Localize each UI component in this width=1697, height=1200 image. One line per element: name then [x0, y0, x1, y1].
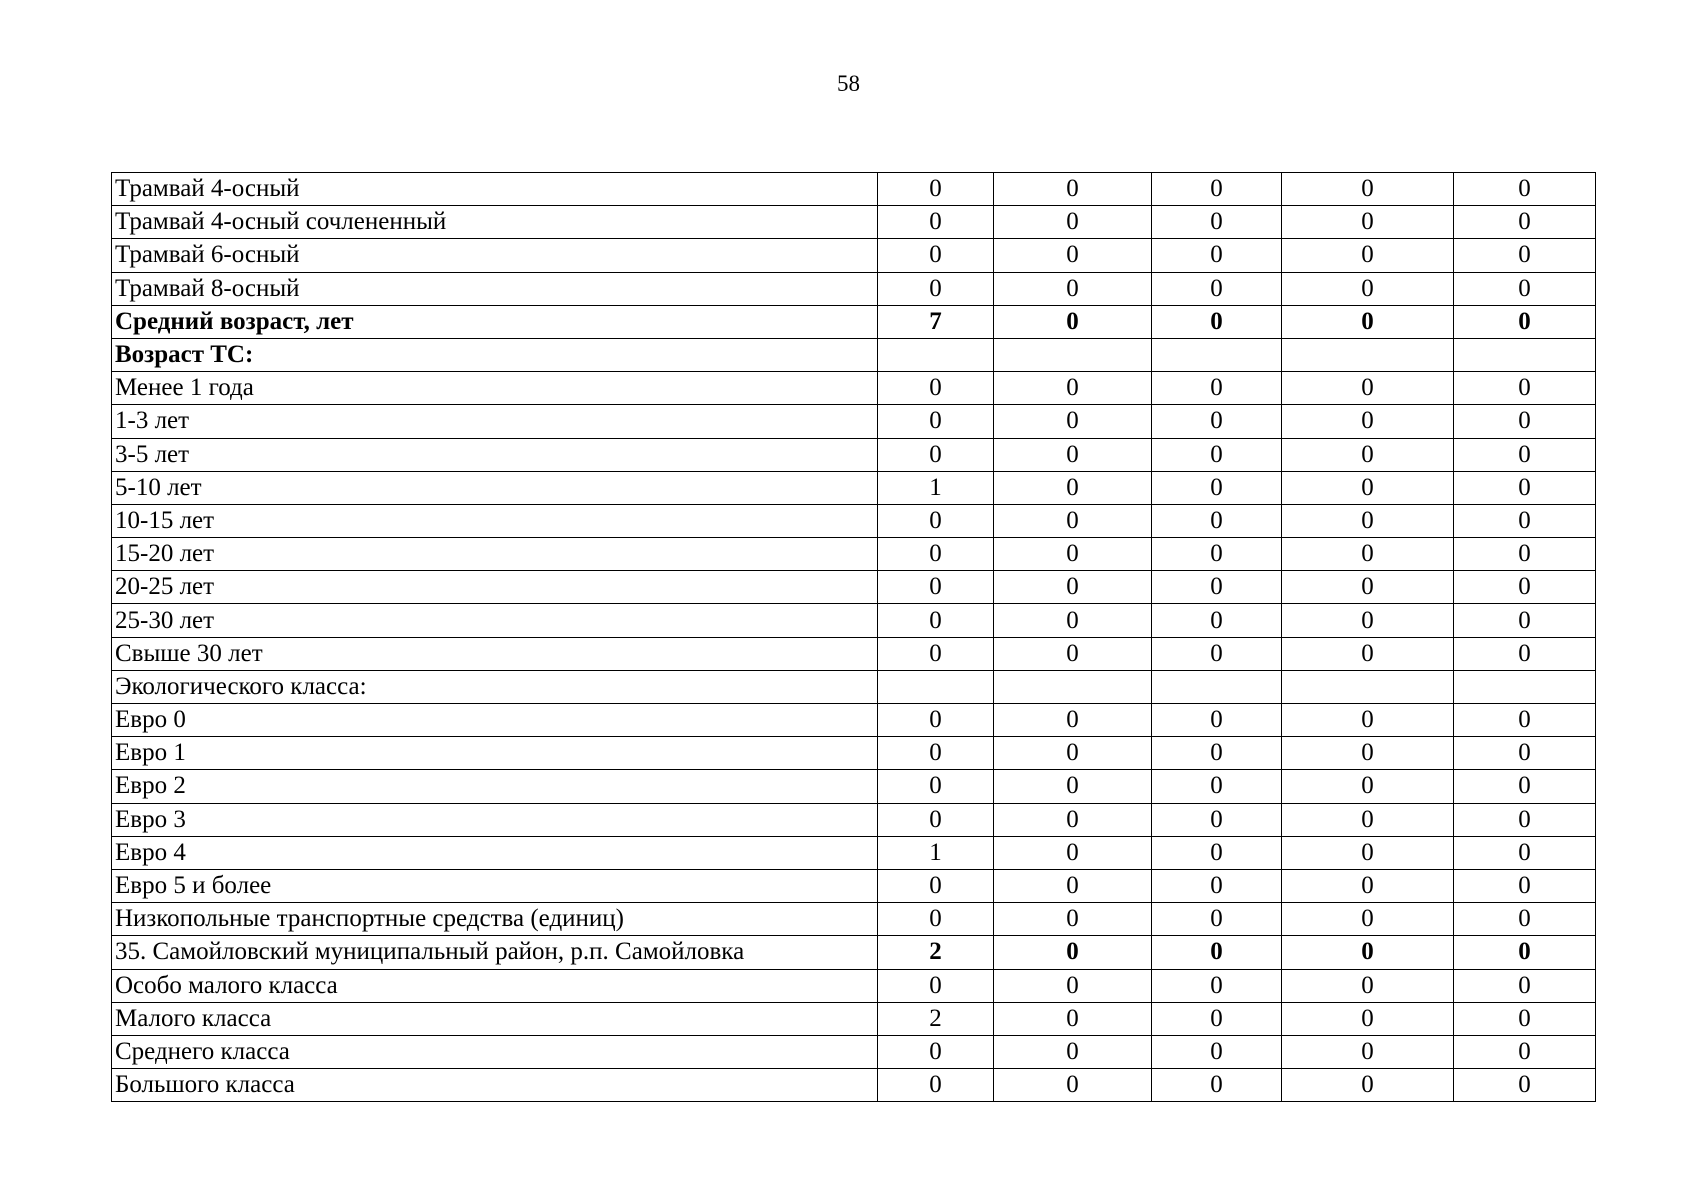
row-value-col-2: 0	[994, 471, 1152, 504]
row-label: Трамвай 4-осный сочлененный	[112, 206, 878, 239]
row-value-col-1: 0	[878, 903, 994, 936]
row-value-col-1: 0	[878, 737, 994, 770]
row-value-col-2: 0	[994, 305, 1152, 338]
row-label: Трамвай 4-осный	[112, 173, 878, 206]
table-row	[112, 1002, 1596, 1035]
row-value-col-3: 0	[1152, 305, 1282, 338]
page-number: 58	[837, 71, 860, 96]
row-label: 3-5 лет	[112, 438, 878, 471]
table-row	[112, 737, 1596, 770]
row-value-col-3: 0	[1152, 836, 1282, 869]
table-row	[112, 1035, 1596, 1068]
row-value-col-2	[994, 670, 1152, 703]
row-value-col-4	[1282, 670, 1454, 703]
row-value-col-5: 0	[1454, 604, 1596, 637]
row-value-col-3: 0	[1152, 936, 1282, 969]
row-value-col-1: 0	[878, 803, 994, 836]
row-label: Менее 1 года	[112, 372, 878, 405]
row-value-col-4: 0	[1282, 372, 1454, 405]
row-value-col-1: 2	[878, 936, 994, 969]
row-label: 5-10 лет	[112, 471, 878, 504]
row-value-col-1: 0	[878, 272, 994, 305]
row-value-col-5: 0	[1454, 471, 1596, 504]
row-label: Средний возраст, лет	[112, 305, 878, 338]
row-value-col-5: 0	[1454, 836, 1596, 869]
table-row	[112, 936, 1596, 969]
vehicle-statistics-table	[111, 172, 1596, 1102]
row-value-col-5: 0	[1454, 869, 1596, 902]
table-row	[112, 803, 1596, 836]
row-value-col-3: 0	[1152, 538, 1282, 571]
row-value-col-3: 0	[1152, 1069, 1282, 1102]
row-value-col-3: 0	[1152, 903, 1282, 936]
row-value-col-2: 0	[994, 1069, 1152, 1102]
row-value-col-5: 0	[1454, 770, 1596, 803]
row-value-col-5: 0	[1454, 239, 1596, 272]
row-value-col-3: 0	[1152, 471, 1282, 504]
table-body	[112, 173, 1596, 1102]
row-value-col-3: 0	[1152, 405, 1282, 438]
table-row	[112, 637, 1596, 670]
row-value-col-1: 1	[878, 471, 994, 504]
row-value-col-2: 0	[994, 637, 1152, 670]
row-value-col-5: 0	[1454, 1035, 1596, 1068]
row-value-col-5: 0	[1454, 272, 1596, 305]
row-value-col-2: 0	[994, 206, 1152, 239]
row-label: Евро 1	[112, 737, 878, 770]
row-value-col-3: 0	[1152, 637, 1282, 670]
table-row	[112, 1069, 1596, 1102]
table-row	[112, 504, 1596, 537]
row-value-col-3: 0	[1152, 604, 1282, 637]
table-row	[112, 903, 1596, 936]
row-value-col-4: 0	[1282, 538, 1454, 571]
row-value-col-5: 0	[1454, 438, 1596, 471]
row-value-col-5: 0	[1454, 637, 1596, 670]
row-value-col-5: 0	[1454, 405, 1596, 438]
row-value-col-5: 0	[1454, 704, 1596, 737]
row-value-col-4: 0	[1282, 803, 1454, 836]
row-value-col-1: 0	[878, 173, 994, 206]
row-value-col-5: 0	[1454, 936, 1596, 969]
row-label: Малого класса	[112, 1002, 878, 1035]
row-value-col-5: 0	[1454, 969, 1596, 1002]
table-row	[112, 670, 1596, 703]
row-value-col-4: 0	[1282, 1002, 1454, 1035]
row-value-col-4: 0	[1282, 869, 1454, 902]
row-value-col-1: 0	[878, 604, 994, 637]
row-value-col-2: 0	[994, 704, 1152, 737]
table-row	[112, 969, 1596, 1002]
table-row	[112, 438, 1596, 471]
row-value-col-4: 0	[1282, 903, 1454, 936]
row-label: Евро 4	[112, 836, 878, 869]
row-value-col-4: 0	[1282, 571, 1454, 604]
table-row	[112, 239, 1596, 272]
row-label: Низкопольные транспортные средства (единиц)	[112, 903, 878, 936]
row-value-col-4: 0	[1282, 173, 1454, 206]
row-value-col-1: 0	[878, 969, 994, 1002]
row-value-col-4: 0	[1282, 737, 1454, 770]
row-label: Евро 2	[112, 770, 878, 803]
row-value-col-1: 0	[878, 438, 994, 471]
row-value-col-3: 0	[1152, 504, 1282, 537]
row-value-col-2: 0	[994, 239, 1152, 272]
table-row	[112, 571, 1596, 604]
row-value-col-4: 0	[1282, 704, 1454, 737]
row-value-col-3: 0	[1152, 438, 1282, 471]
row-value-col-3: 0	[1152, 803, 1282, 836]
row-value-col-5: 0	[1454, 903, 1596, 936]
row-value-col-1: 0	[878, 869, 994, 902]
row-value-col-1: 0	[878, 372, 994, 405]
row-value-col-3: 0	[1152, 571, 1282, 604]
row-value-col-2: 0	[994, 504, 1152, 537]
table-row	[112, 338, 1596, 371]
row-value-col-5: 0	[1454, 571, 1596, 604]
row-value-col-5: 0	[1454, 1002, 1596, 1035]
row-label: Евро 5 и более	[112, 869, 878, 902]
table-row	[112, 173, 1596, 206]
table-row	[112, 704, 1596, 737]
row-value-col-5	[1454, 338, 1596, 371]
row-value-col-1: 0	[878, 637, 994, 670]
row-value-col-4: 0	[1282, 471, 1454, 504]
row-value-col-5: 0	[1454, 173, 1596, 206]
row-label: 25-30 лет	[112, 604, 878, 637]
row-label: Особо малого класса	[112, 969, 878, 1002]
row-value-col-2: 0	[994, 604, 1152, 637]
row-value-col-3: 0	[1152, 737, 1282, 770]
row-value-col-3: 0	[1152, 206, 1282, 239]
row-value-col-2: 0	[994, 272, 1152, 305]
row-value-col-3: 0	[1152, 770, 1282, 803]
row-value-col-1	[878, 338, 994, 371]
row-value-col-5	[1454, 670, 1596, 703]
table-row	[112, 206, 1596, 239]
row-value-col-5: 0	[1454, 803, 1596, 836]
row-value-col-1	[878, 670, 994, 703]
row-value-col-5: 0	[1454, 504, 1596, 537]
row-value-col-2: 0	[994, 1035, 1152, 1068]
row-value-col-4: 0	[1282, 1035, 1454, 1068]
table-row	[112, 272, 1596, 305]
table-row	[112, 305, 1596, 338]
row-value-col-2: 0	[994, 869, 1152, 902]
row-value-col-1: 0	[878, 239, 994, 272]
table-row	[112, 604, 1596, 637]
row-value-col-2: 0	[994, 969, 1152, 1002]
row-label: Трамвай 6-осный	[112, 239, 878, 272]
row-label: Евро 0	[112, 704, 878, 737]
table-row	[112, 869, 1596, 902]
row-value-col-4: 0	[1282, 637, 1454, 670]
row-value-col-1: 2	[878, 1002, 994, 1035]
row-value-col-5: 0	[1454, 206, 1596, 239]
table-row	[112, 538, 1596, 571]
row-value-col-1: 7	[878, 305, 994, 338]
row-value-col-5: 0	[1454, 538, 1596, 571]
row-value-col-3: 0	[1152, 969, 1282, 1002]
row-value-col-4: 0	[1282, 438, 1454, 471]
row-value-col-1: 0	[878, 538, 994, 571]
row-value-col-4: 0	[1282, 1069, 1454, 1102]
row-value-col-4: 0	[1282, 936, 1454, 969]
row-label: 1-3 лет	[112, 405, 878, 438]
row-value-col-1: 0	[878, 1069, 994, 1102]
row-value-col-4: 0	[1282, 206, 1454, 239]
row-value-col-2: 0	[994, 405, 1152, 438]
row-value-col-4: 0	[1282, 504, 1454, 537]
row-label: Экологического класса:	[112, 670, 878, 703]
row-label: 35. Самойловский муниципальный район, р.п. Самойловка	[112, 936, 878, 969]
row-value-col-4: 0	[1282, 305, 1454, 338]
row-value-col-3: 0	[1152, 1035, 1282, 1068]
table-row	[112, 372, 1596, 405]
row-value-col-3	[1152, 670, 1282, 703]
row-label: Среднего класса	[112, 1035, 878, 1068]
table-row	[112, 770, 1596, 803]
row-value-col-1: 0	[878, 704, 994, 737]
row-value-col-1: 0	[878, 770, 994, 803]
row-value-col-4: 0	[1282, 604, 1454, 637]
row-value-col-2	[994, 338, 1152, 371]
row-value-col-2: 0	[994, 173, 1152, 206]
table-row	[112, 471, 1596, 504]
row-value-col-2: 0	[994, 936, 1152, 969]
row-label: 20-25 лет	[112, 571, 878, 604]
row-value-col-5: 0	[1454, 737, 1596, 770]
row-value-col-1: 1	[878, 836, 994, 869]
row-value-col-3: 0	[1152, 239, 1282, 272]
row-value-col-3: 0	[1152, 869, 1282, 902]
row-value-col-2: 0	[994, 571, 1152, 604]
row-value-col-2: 0	[994, 737, 1152, 770]
row-value-col-3: 0	[1152, 372, 1282, 405]
row-value-col-2: 0	[994, 1002, 1152, 1035]
row-value-col-3: 0	[1152, 173, 1282, 206]
row-value-col-2: 0	[994, 372, 1152, 405]
row-value-col-4: 0	[1282, 969, 1454, 1002]
row-value-col-2: 0	[994, 903, 1152, 936]
row-label: Возраст ТС:	[112, 338, 878, 371]
row-value-col-2: 0	[994, 438, 1152, 471]
row-value-col-3	[1152, 338, 1282, 371]
row-label: 15-20 лет	[112, 538, 878, 571]
row-value-col-4: 0	[1282, 272, 1454, 305]
row-value-col-1: 0	[878, 405, 994, 438]
row-value-col-5: 0	[1454, 305, 1596, 338]
row-label: Трамвай 8-осный	[112, 272, 878, 305]
row-value-col-3: 0	[1152, 272, 1282, 305]
row-value-col-3: 0	[1152, 1002, 1282, 1035]
row-value-col-5: 0	[1454, 1069, 1596, 1102]
row-value-col-3: 0	[1152, 704, 1282, 737]
row-value-col-2: 0	[994, 803, 1152, 836]
row-label: Евро 3	[112, 803, 878, 836]
row-value-col-1: 0	[878, 206, 994, 239]
row-value-col-5: 0	[1454, 372, 1596, 405]
row-value-col-1: 0	[878, 1035, 994, 1068]
row-value-col-1: 0	[878, 571, 994, 604]
row-value-col-2: 0	[994, 770, 1152, 803]
table-row	[112, 836, 1596, 869]
row-label: Свыше 30 лет	[112, 637, 878, 670]
row-value-col-4: 0	[1282, 836, 1454, 869]
row-value-col-4: 0	[1282, 239, 1454, 272]
row-value-col-2: 0	[994, 538, 1152, 571]
table-row	[112, 405, 1596, 438]
row-value-col-4	[1282, 338, 1454, 371]
row-label: 10-15 лет	[112, 504, 878, 537]
row-value-col-2: 0	[994, 836, 1152, 869]
row-value-col-1: 0	[878, 504, 994, 537]
row-value-col-4: 0	[1282, 770, 1454, 803]
row-label: Большого класса	[112, 1069, 878, 1102]
row-value-col-4: 0	[1282, 405, 1454, 438]
